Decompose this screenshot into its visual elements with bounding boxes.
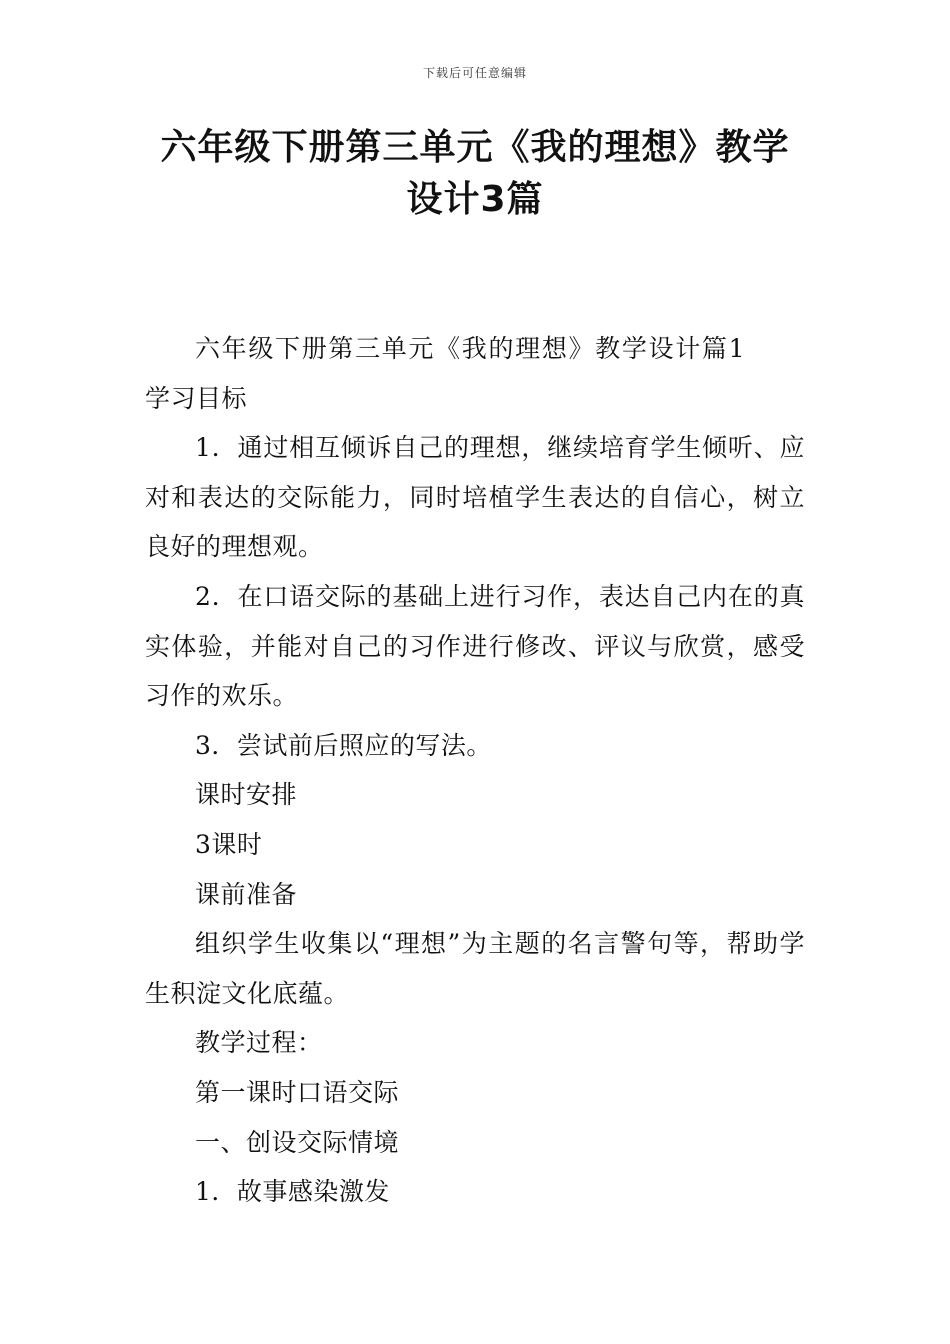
intro-heading: 六年级下册第三单元《我的理想》教学设计篇1 [195, 334, 745, 363]
lesson-one-heading: 第一课时口语交际 [195, 1077, 400, 1107]
step-one-item-1: 1．故事感染激发 [195, 1177, 390, 1207]
preparation-text: 组织学生收集以“理想”为主题的名言警句等，帮助学生积淀文化底蕴。 [145, 929, 805, 1008]
section-heading-process: 教学过程： [195, 1028, 323, 1058]
header-note: 下载后可任意编辑 [422, 66, 527, 80]
objective-1: 1．通过相互倾诉自己的理想，继续培育学生倾听、应对和表达的交际能力，同时培植学生表达的自信心，树立良好的理想观。 [145, 433, 805, 562]
document-body [145, 324, 805, 1217]
section-label-objectives: 学习目标 [145, 383, 248, 413]
objective-2: 2．在口语交际的基础上进行习作，表达自己内在的真实体验，并能对自己的习作进行修改、评议与欣赏，感受习作的欢乐。 [145, 581, 805, 711]
objective-3: 3．尝试前后照应的写法。 [195, 730, 492, 760]
document-title: 六年级下册第三单元《我的理想》教学设计3篇 [160, 127, 790, 220]
schedule-value: 3课时 [195, 829, 263, 859]
section-heading-schedule: 课时安排 [195, 780, 298, 810]
intro-paragraph [145, 324, 805, 423]
section-heading-preparation: 课前准备 [195, 879, 298, 909]
step-one-heading: 一、创设交际情境 [195, 1127, 400, 1157]
